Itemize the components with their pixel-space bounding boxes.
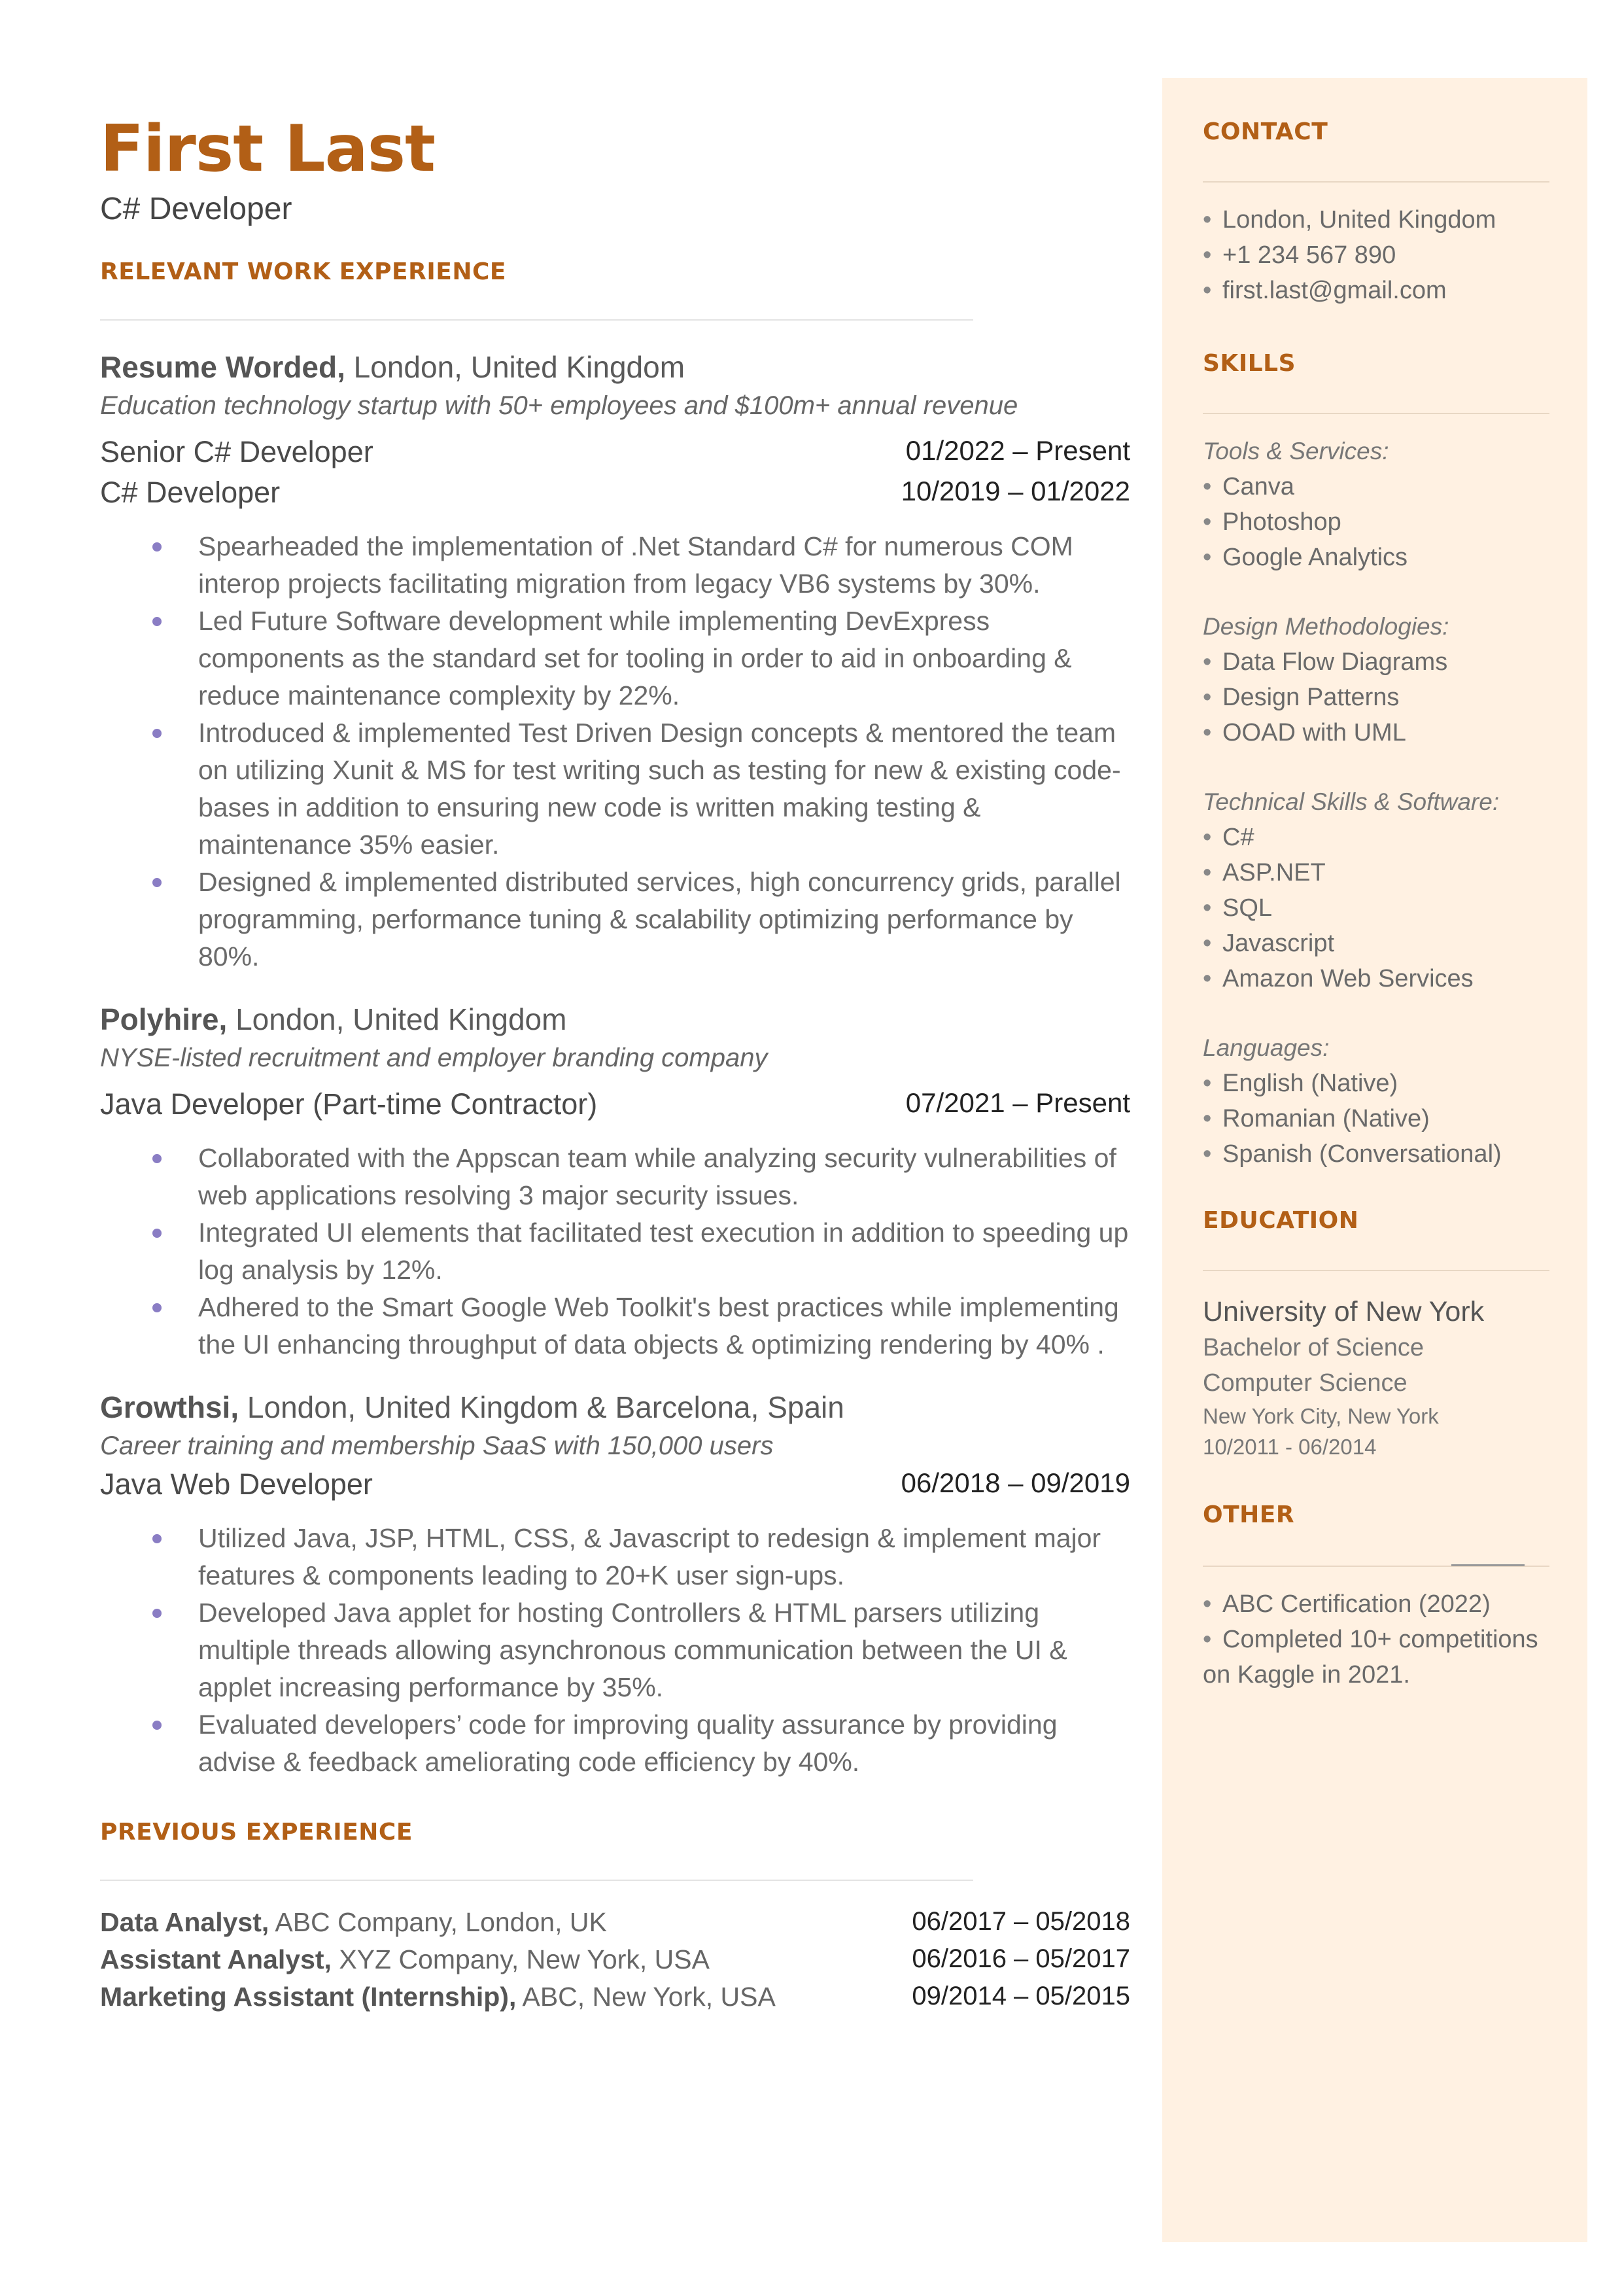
skill-item: • C# (1203, 824, 1254, 851)
skill-item: • Photoshop (1203, 508, 1341, 536)
other-list (1203, 1586, 1538, 1692)
company-line (100, 1390, 1130, 1425)
section-title-previous-experience: PREVIOUS EXPERIENCE (100, 1818, 413, 1846)
job-title: Java Web Developer (100, 1467, 373, 1501)
sidebar (1162, 78, 1587, 2242)
candidate-role: C# Developer (100, 191, 292, 226)
skill-category: Languages: (1203, 1034, 1330, 1061)
company-name: Growthsi, (100, 1390, 239, 1424)
achievement-bullet: Collaborated with the Appscan team while analyzing security vulnerabilities of web applications resolving 3 major security issues. (100, 1140, 1130, 1214)
sidebar-divider (1203, 413, 1549, 414)
education-school: University of New York (1203, 1296, 1485, 1327)
company-location: London, United Kingdom & Barcelona, Spain (239, 1390, 844, 1424)
education-dates: 10/2011 - 06/2014 (1203, 1435, 1377, 1459)
job-row (100, 476, 1130, 516)
skill-item: • Data Flow Diagrams (1203, 648, 1448, 676)
skill-item: • OOAD with UML (1203, 719, 1406, 746)
other-title: OTHER (1203, 1501, 1295, 1528)
job-row (100, 1087, 1130, 1128)
achievement-bullet: Developed Java applet for hosting Controllers & HTML parsers utilizing multiple threads allowing asynchronous communication between the UI & applet increasing performance by 35%. (100, 1594, 1130, 1706)
previous-experience-list (100, 1907, 1130, 2019)
skill-list (1203, 1066, 1502, 1172)
job-dates: 01/2022 – Present (905, 434, 1130, 466)
company-location: London, United Kingdom (227, 1002, 567, 1036)
achievement-bullet: Integrated UI elements that facilitated test execution in addition to speeding up log analysis by 12%. (100, 1214, 1130, 1289)
skill-list (1203, 820, 1502, 996)
previous-dates: 06/2016 – 05/2017 (912, 1944, 1130, 1973)
skill-list (1203, 469, 1502, 575)
contact-email: • first.last@gmail.com (1203, 277, 1447, 304)
job-row (100, 1467, 1130, 1508)
achievement-bullet: Led Future Software development while implementing DevExpress components as the standard set for tooling in order to aid in onboarding & reduce maintenance complexity by 22%. (100, 603, 1130, 714)
achievement-bullet: Introduced & implemented Test Driven Design concepts & mentored the team on utilizing Xunit & MS for test writing such as testing for new & existing code-bases in addition to ensuring new code is written making testing & maintenance 35% easier. (100, 714, 1130, 864)
skills-title: SKILLS (1203, 350, 1296, 377)
company-location: London, United Kingdom (345, 349, 685, 384)
education-location: New York City, New York (1203, 1404, 1439, 1428)
education-field: Computer Science (1203, 1369, 1408, 1397)
contact-list (1203, 202, 1496, 308)
job-title: Senior C# Developer (100, 434, 373, 468)
education-degree: Bachelor of Science (1203, 1334, 1424, 1361)
company-line (100, 349, 1130, 385)
skill-item: • SQL (1203, 894, 1273, 922)
experience-entry (100, 1390, 1130, 1781)
skill-category: Design Methodologies: (1203, 613, 1449, 640)
achievement-list (100, 528, 1130, 975)
main-column (100, 111, 1130, 2019)
job-title: C# Developer (100, 475, 281, 509)
skill-item: • Canva (1203, 473, 1294, 500)
candidate-name: First Last (100, 112, 435, 186)
skills-groups (1203, 434, 1502, 1172)
job-dates: 06/2018 – 09/2019 (901, 1467, 1130, 1498)
achievement-list (100, 1520, 1130, 1781)
previous-role-row (100, 1982, 1130, 2019)
experience-entry (100, 1002, 1130, 1363)
job-dates: 07/2021 – Present (905, 1087, 1130, 1118)
achievement-bullet: Adhered to the Smart Google Web Toolkit's best practices while implementing the UI enhancing throughput of data objects & optimizing rendering by 40% . (100, 1289, 1130, 1363)
skill-item: • Javascript (1203, 930, 1335, 957)
previous-dates: 06/2017 – 05/2018 (912, 1906, 1130, 1936)
sidebar-divider-accent (1451, 1564, 1525, 1566)
section-title-relevant-experience: RELEVANT WORK EXPERIENCE (100, 258, 506, 285)
company-description: NYSE-listed recruitment and employer branding company (100, 1043, 768, 1072)
education-title: EDUCATION (1203, 1207, 1359, 1234)
skill-item: • ASP.NET (1203, 859, 1326, 886)
other-item: • ABC Certification (2022) (1203, 1590, 1491, 1618)
contact-phone: • +1 234 567 890 (1203, 241, 1396, 269)
company-description: Career training and membership SaaS with 150,000 users (100, 1431, 774, 1460)
job-title: Java Developer (Part-time Contractor) (100, 1087, 598, 1121)
previous-role-row (100, 1907, 1130, 1944)
company-name: Resume Worded, (100, 349, 345, 384)
education-entry (1203, 1293, 1484, 1462)
achievement-bullet: Spearheaded the implementation of .Net Standard C# for numerous COM interop projects facilitating migration from legacy VB6 systems by 30%. (100, 528, 1130, 603)
other-item: on Kaggle in 2021. (1203, 1661, 1410, 1689)
company-description: Education technology startup with 50+ employees and $100m+ annual revenue (100, 391, 1018, 420)
sidebar-divider (1203, 1270, 1549, 1271)
job-row (100, 435, 1130, 476)
skill-item: • Spanish (Conversational) (1203, 1140, 1502, 1168)
company-line (100, 1002, 1130, 1037)
previous-role: Data Analyst, (100, 1906, 269, 1937)
achievement-list (100, 1140, 1130, 1363)
previous-dates: 09/2014 – 05/2015 (912, 1981, 1130, 2010)
previous-role: Assistant Analyst, (100, 1944, 332, 1974)
skill-category: Technical Skills & Software: (1203, 788, 1500, 815)
achievement-bullet: Evaluated developers’ code for improving quality assurance by providing advise & feedback ameliorating code efficiency by 40%. (100, 1706, 1130, 1781)
previous-role-row (100, 1944, 1130, 1982)
previous-org: XYZ Company, New York, USA (331, 1944, 710, 1974)
skill-item: • English (Native) (1203, 1070, 1398, 1097)
skill-category: Tools & Services: (1203, 438, 1389, 464)
skill-item: • Amazon Web Services (1203, 965, 1474, 992)
sidebar-divider (1203, 181, 1549, 183)
previous-org: ABC, New York, USA (516, 1981, 776, 2012)
other-item: • Completed 10+ competitions (1203, 1626, 1538, 1653)
experience-entry (100, 349, 1130, 975)
section-divider (100, 319, 973, 321)
company-name: Polyhire, (100, 1002, 228, 1036)
skill-item: • Romanian (Native) (1203, 1105, 1430, 1132)
skill-item: • Google Analytics (1203, 544, 1408, 571)
achievement-bullet: Designed & implemented distributed services, high concurrency grids, parallel programming, performance tuning & scalability optimizing performance by 80%. (100, 864, 1130, 975)
job-dates: 10/2019 – 01/2022 (901, 475, 1130, 506)
skill-item: • Design Patterns (1203, 684, 1400, 711)
previous-org: ABC Company, London, UK (269, 1906, 607, 1937)
contact-location: • London, United Kingdom (1203, 206, 1496, 234)
contact-title: CONTACT (1203, 118, 1328, 145)
skill-list (1203, 644, 1502, 750)
previous-role: Marketing Assistant (Internship), (100, 1981, 517, 2012)
achievement-bullet: Utilized Java, JSP, HTML, CSS, & Javascript to redesign & implement major features & components leading to 20+K user sign-ups. (100, 1520, 1130, 1594)
section-divider (100, 1880, 973, 1881)
